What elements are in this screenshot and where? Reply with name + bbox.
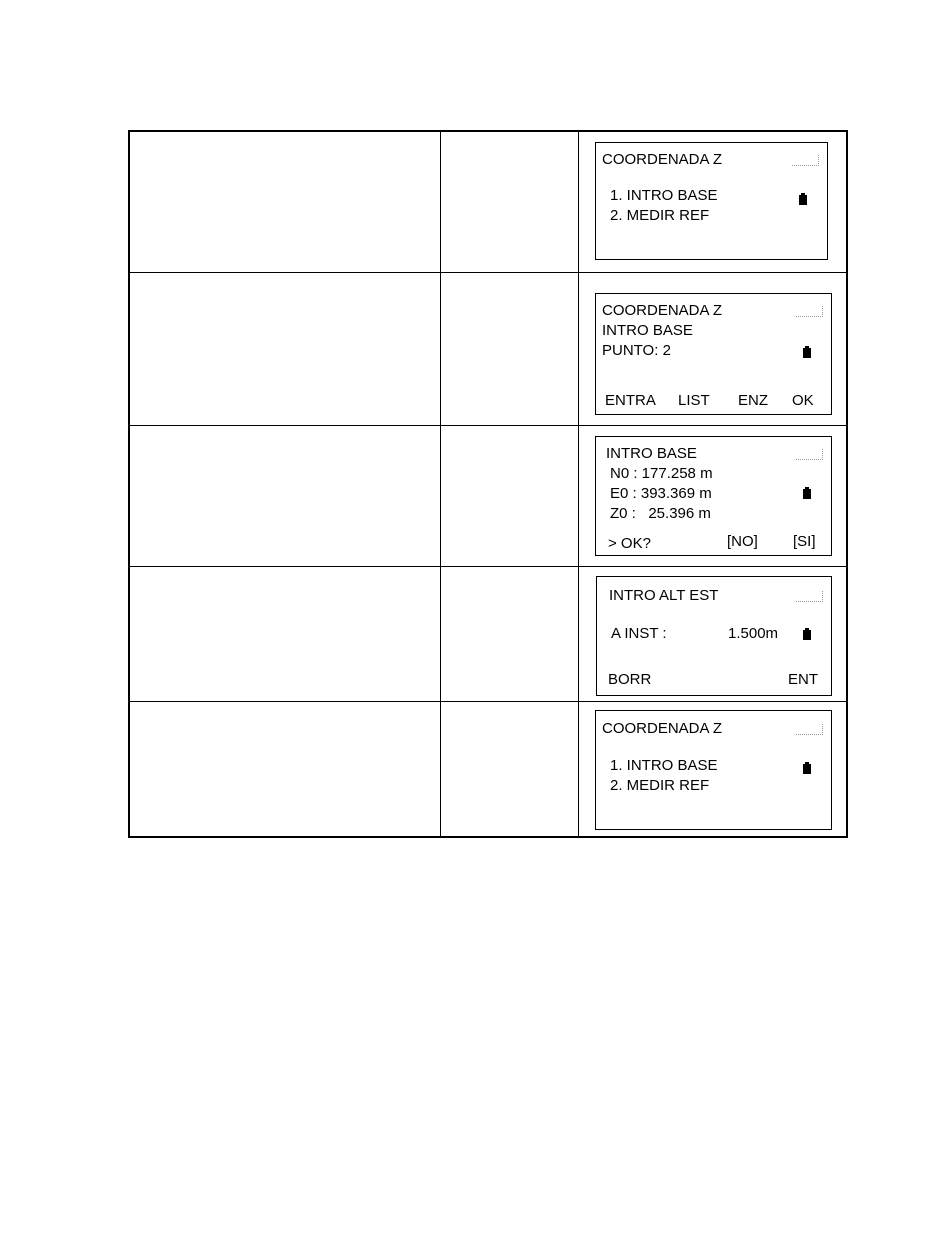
softkey-si[interactable]: [SI] — [793, 533, 816, 550]
table-row — [129, 131, 847, 273]
battery-icon — [803, 628, 811, 640]
screen-subtitle: INTRO BASE — [602, 322, 693, 339]
dotted-indicator-icon — [792, 155, 819, 166]
table-row — [129, 426, 847, 567]
point-field: PUNTO: 2 — [602, 342, 671, 359]
instruction-cell — [129, 702, 441, 838]
instruction-cell — [129, 273, 441, 426]
softkey-ent[interactable]: ENT — [788, 671, 818, 688]
menu-item-intro-base: 1. INTRO BASE — [610, 757, 718, 774]
battery-icon — [803, 487, 811, 499]
procedure-table — [128, 130, 848, 838]
key-cell — [441, 426, 579, 567]
display-cell — [579, 426, 848, 567]
softkey-entra[interactable]: ENTRA — [605, 392, 656, 409]
instruction-cell — [129, 426, 441, 567]
instruction-cell — [129, 567, 441, 702]
key-cell — [441, 131, 579, 273]
screen-title: COORDENADA Z — [602, 302, 723, 319]
battery-icon — [803, 762, 811, 774]
screen-title: COORDENADA Z — [602, 151, 723, 168]
key-cell — [441, 273, 579, 426]
key-cell — [441, 567, 579, 702]
battery-icon — [799, 193, 807, 205]
lcd-screen — [595, 142, 828, 260]
z-coordinate: Z0 : 25.396 m — [610, 505, 711, 522]
menu-item-intro-base: 1. INTRO BASE — [610, 187, 718, 204]
table-row — [129, 567, 847, 702]
display-cell — [579, 567, 848, 702]
dotted-indicator-icon — [796, 449, 823, 460]
east-coordinate: E0 : 393.369 m — [610, 485, 712, 502]
table-row — [129, 702, 847, 838]
softkey-borr[interactable]: BORR — [608, 671, 652, 688]
dotted-indicator-icon — [796, 591, 823, 602]
table-row — [129, 273, 847, 426]
dotted-indicator-icon — [796, 306, 823, 317]
lcd-screen — [595, 293, 832, 415]
north-coordinate: N0 : 177.258 m — [610, 465, 713, 482]
softkey-ok[interactable]: OK — [792, 392, 814, 409]
screen-title: COORDENADA Z — [602, 720, 723, 737]
lcd-screen — [595, 710, 832, 830]
menu-item-medir-ref: 2. MEDIR REF — [610, 777, 710, 794]
instrument-height-label: A INST : — [611, 625, 667, 642]
confirm-prompt: > OK? — [608, 535, 651, 552]
softkey-no[interactable]: [NO] — [727, 533, 758, 550]
battery-icon — [803, 346, 811, 358]
lcd-screen — [596, 576, 832, 696]
key-cell — [441, 702, 579, 838]
lcd-screen — [595, 436, 832, 556]
display-cell — [579, 273, 848, 426]
softkey-list[interactable]: LIST — [678, 392, 710, 409]
instruction-cell — [129, 131, 441, 273]
instrument-height-value: 1.500m — [728, 625, 779, 642]
display-cell — [579, 131, 848, 273]
screen-title: INTRO BASE — [606, 445, 697, 462]
screen-title: INTRO ALT EST — [609, 587, 719, 604]
display-cell — [579, 702, 848, 838]
dotted-indicator-icon — [796, 724, 823, 735]
menu-item-medir-ref: 2. MEDIR REF — [610, 207, 710, 224]
softkey-enz[interactable]: ENZ — [738, 392, 768, 409]
